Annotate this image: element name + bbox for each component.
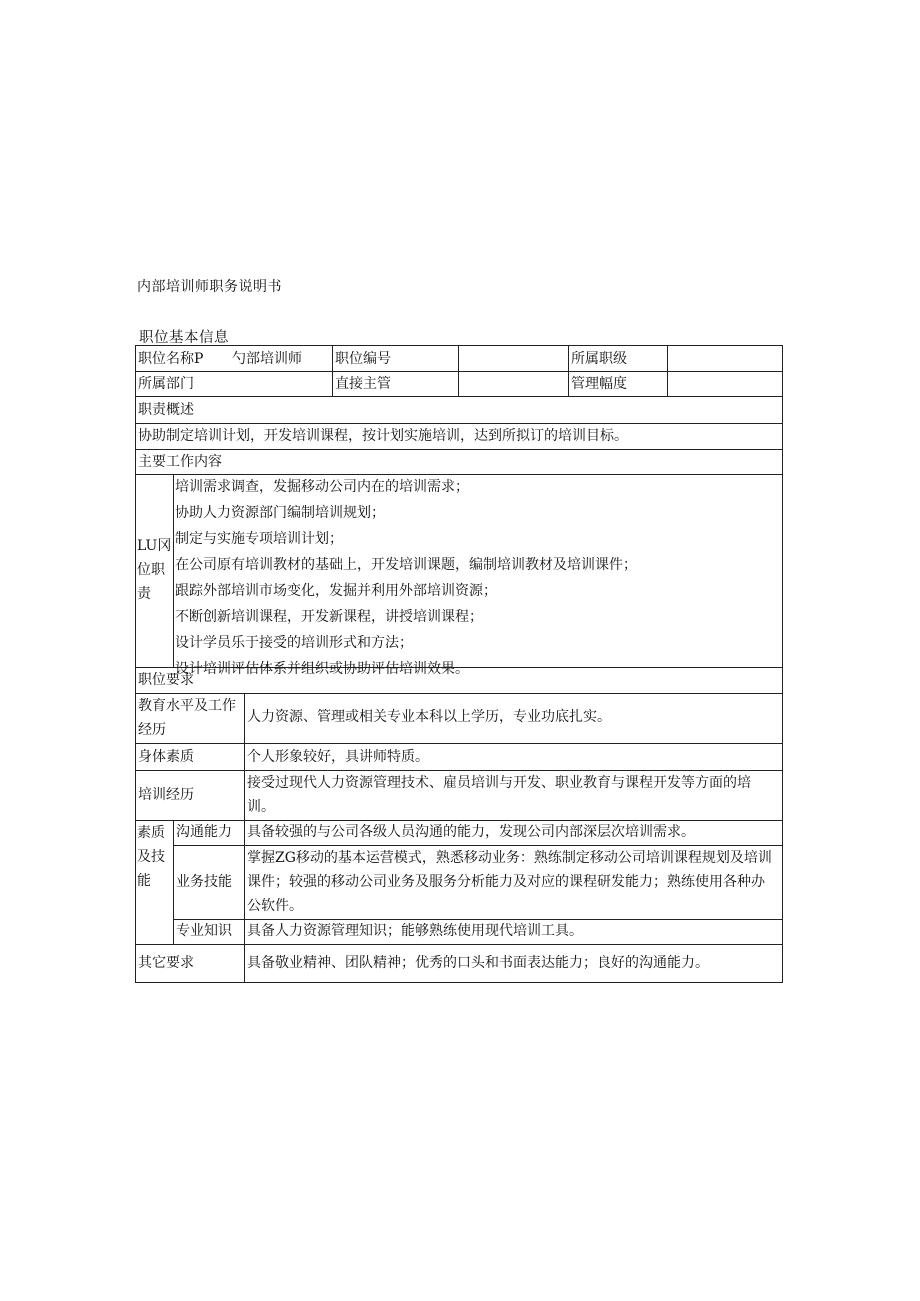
duty-item: 跟踪外部培训市场变化，发掘并利用外部培训资源；: [175, 583, 497, 599]
training-text-cell: [245, 770, 782, 820]
span-label: 管理幅度: [571, 376, 627, 392]
physical-text: 个人形象较好，具讲师特质。: [247, 749, 429, 765]
summary-text: 协助制定培训计划，开发培训课程，按计划实施培训，达到所拟订的培训目标。: [138, 428, 628, 444]
physical-label-cell: [136, 743, 245, 770]
education-row: [136, 693, 782, 744]
duties-side-label-line-3: 责: [137, 586, 151, 602]
education-text: 人力资源、管理或相关专业本科以上学历，专业功底扎实。: [247, 709, 611, 725]
summary-label: 职责概述: [138, 402, 194, 418]
main-work-label-row: [136, 449, 782, 475]
business-skills-text: 掌握ZG移动的基本运营模式，熟悉移动业务：熟练制定移动公司培训课程规划及培训课件；较强的移动公司业务及服务分析能力及对应的课程研发能力；熟练使用各种办公软件。: [247, 850, 772, 914]
other-text-cell: [245, 944, 782, 982]
other-requirements-label: 其它要求: [138, 955, 194, 971]
section-title-basic-info: 职位基本信息: [139, 330, 229, 346]
supervisor-label: 直接主管: [335, 376, 391, 392]
duties-list: [174, 474, 782, 677]
position-code-label-cell: [333, 346, 459, 371]
knowledge-text: 具备人力资源管理知识；能够熟练使用现代培训工具。: [247, 923, 583, 939]
skills-block: [136, 820, 782, 945]
knowledge-row: [174, 919, 782, 944]
communication-row: [174, 820, 782, 846]
skills-side-label-line-3: 能: [137, 873, 151, 889]
department-label-cell: [136, 371, 333, 396]
training-label: 培训经历: [138, 787, 194, 803]
position-name-value: 勺部培训师: [232, 351, 302, 367]
duties-side-label-line-1: LU冈: [137, 538, 172, 554]
document-title: 内部培训师职务说明书: [137, 279, 282, 295]
job-description-table: [135, 345, 783, 983]
duties-side-label-line-2: 位职: [137, 562, 165, 578]
duty-item: 培训需求调查，发掘移动公司内在的培训需求；: [175, 479, 469, 495]
knowledge-label-cell: [174, 919, 245, 944]
span-value-cell: [668, 371, 782, 396]
education-label-line-1: 教育水平及工作: [138, 698, 236, 714]
summary-label-row: [136, 396, 782, 424]
communication-text-cell: [245, 820, 782, 845]
span-label-cell: [569, 371, 668, 396]
other-label-cell: [136, 944, 245, 982]
position-code-value-cell: [459, 346, 569, 371]
position-code-label: 职位编号: [335, 351, 391, 367]
training-label-cell: [136, 770, 245, 820]
position-name-cell: [136, 346, 333, 371]
training-row: [136, 770, 782, 821]
communication-text: 具备较强的与公司各级人员沟通的能力，发现公司内部深层次培训需求。: [247, 824, 695, 840]
supervisor-value-cell: [459, 371, 569, 396]
duties-row: [136, 474, 782, 677]
physical-label: 身体素质: [138, 749, 194, 765]
duty-item: 在公司原有培训教材的基础上，开发培训课题，编制培训教材及培训课件；: [175, 557, 637, 573]
skills-side-label-cell: [136, 820, 174, 944]
grade-label: 所属职级: [571, 351, 627, 367]
knowledge-label: 专业知识: [176, 923, 232, 939]
education-label-line-2: 经历: [138, 722, 166, 738]
education-text-cell: [245, 693, 782, 743]
business-skills-text-cell: [245, 845, 782, 919]
communication-label: 沟通能力: [176, 824, 232, 840]
other-requirements-row: [136, 944, 782, 982]
duty-item: 制定与实施专项培训计划；: [175, 531, 343, 547]
physical-text-cell: [245, 743, 782, 770]
main-work-label: 主要工作内容: [138, 454, 222, 470]
summary-text-row: [136, 423, 782, 450]
grade-label-cell: [569, 346, 668, 371]
business-skills-label: 业务技能: [176, 874, 232, 890]
education-label-cell: [136, 693, 245, 743]
physical-row: [136, 743, 782, 771]
skills-side-label-line-2: 及技: [137, 849, 165, 865]
department-label: 所属部门: [138, 376, 194, 392]
duty-item: 设计培训评估体系并组织或协助评估培训效果。: [175, 661, 469, 677]
business-skills-row: [174, 845, 782, 920]
supervisor-label-cell: [333, 371, 459, 396]
basic-info-row-2: [136, 371, 782, 397]
duties-side-label-cell: [136, 474, 174, 667]
skills-side-label-line-1: 素质: [137, 825, 165, 841]
duty-item: 协助人力资源部门编制培训规划；: [175, 505, 385, 521]
basic-info-row-1: [136, 346, 782, 372]
other-requirements-text: 具备敬业精神、团队精神；优秀的口头和书面表达能力；良好的沟通能力。: [247, 955, 709, 971]
duty-item: 不断创新培训课程，开发新课程，讲授培训课程；: [175, 609, 483, 625]
requirements-label: 职位要求: [138, 672, 194, 688]
duty-item: 设计学员乐于接受的培训形式和方法；: [175, 635, 413, 651]
requirements-label-row: [136, 667, 782, 694]
training-text: 接受过现代人力资源管理技术、雇员培训与开发、职业教育与课程开发等方面的培训。: [247, 775, 751, 815]
knowledge-text-cell: [245, 919, 782, 944]
grade-value-cell: [668, 346, 782, 371]
skills-detail: [174, 820, 782, 944]
business-skills-label-cell: [174, 845, 245, 919]
communication-label-cell: [174, 820, 245, 845]
position-name-label: 职位名称P: [138, 351, 204, 367]
